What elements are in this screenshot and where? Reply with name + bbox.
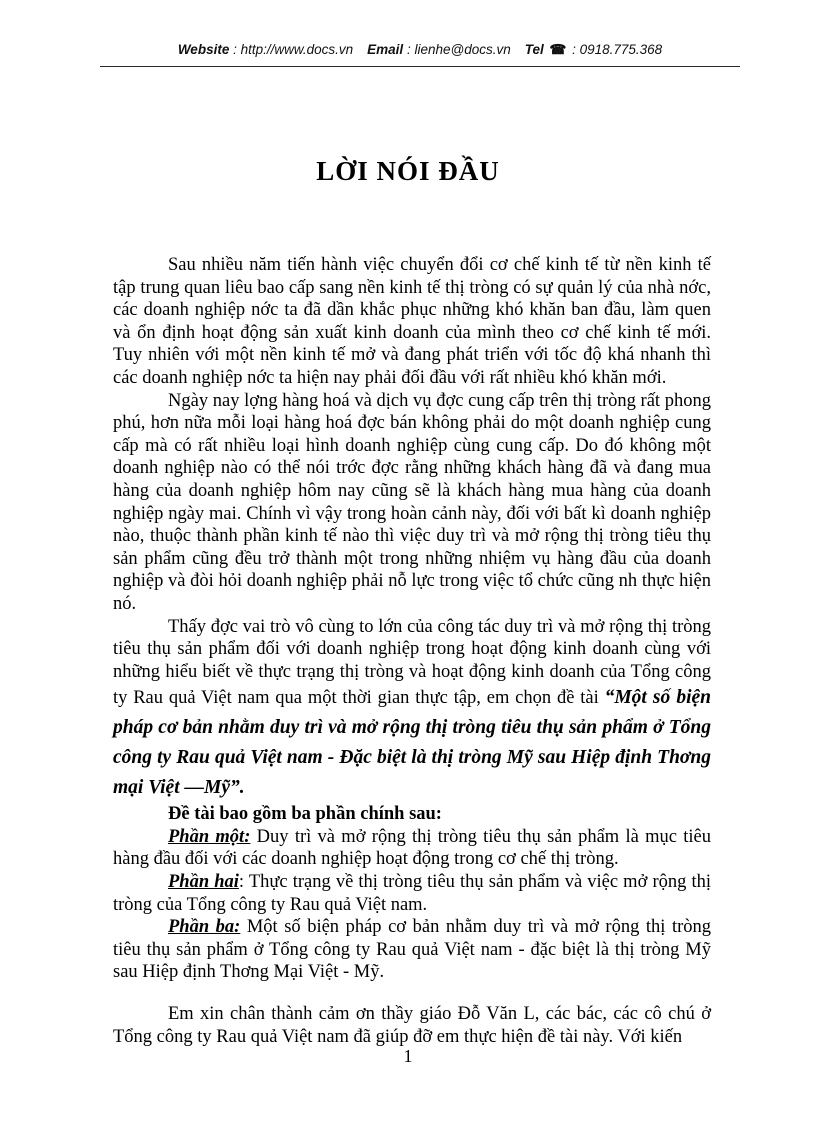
part-one-text: Duy trì và mở rộng thị tròng tiêu thụ sản phẩm là mục tiêu hàng đầu đối với các doanh nghiệp hoạt động trong cơ chế thị tròng. — [113, 826, 711, 870]
paragraph-3 — [113, 616, 711, 804]
page-header — [100, 42, 740, 67]
header-tel-group — [525, 42, 662, 57]
page-number: 1 — [403, 1046, 413, 1066]
tel-value: : 0918.775.368 — [572, 42, 663, 57]
part-three-item — [113, 916, 711, 984]
part-two-text: : Thực trạng về thị tròng tiêu thụ sản phẩm và việc mở rộng thị tròng của Tổng công ty Rau quả Việt nam. — [113, 872, 711, 915]
header-email-group — [367, 42, 511, 57]
phone-icon: ☎ — [549, 42, 567, 57]
website-value: : http://www.docs.vn — [233, 42, 354, 57]
document-body — [113, 254, 711, 1048]
outline-heading: Đề tài bao gồm ba phần chính sau: — [168, 804, 442, 825]
website-label: Website — [177, 42, 230, 57]
part-three-text: Một số biện pháp cơ bản nhằm duy trì và mở rộng thị tròng tiêu thụ sản phẩm ở Tổng công ty Rau quả Việt nam - đặc biệt là thị tròng Mỹ sau Hiệp định Thơng Mại Việt - Mỹ. — [113, 917, 711, 983]
paragraph-3-lead: Thấy đợc vai trò vô cùng to lớn của công tác duy trì và mở rộng thị tròng tiêu thụ sản phẩm đối với doanh nghiệp trong hoạt động kinh doanh cùng với những hiểu biết về thực trạng thị tròng và hoạt động kinh doanh của Tổng công ty Rau quả Việt nam qua một thời gian thực tập, em chọn đề tài — [113, 616, 711, 709]
part-one-item — [113, 826, 711, 871]
part-two-item — [113, 871, 711, 916]
email-label: Email — [367, 42, 404, 57]
email-value: : lienhe@docs.vn — [406, 42, 511, 57]
part-three-label: Phần ba: — [168, 917, 241, 938]
thesis-title-quote: “Một số biện pháp cơ bản nhằm duy trì và mở rộng thị tròng tiêu thụ sản phẩm ở Tổng công ty Rau quả Việt nam - Đặc biệt là thị tròng Mỹ sau Hiệp định Thơng mại Việt —Mỹ”. — [113, 687, 711, 799]
closing-paragraph: Em xin chân thành cảm ơn thầy giáo Đỗ Văn L, các bác, các cô chú ở Tổng công ty Rau quả Việt nam đã giúp đỡ em thực hiện đề tài này. Với kiến — [113, 1004, 711, 1047]
tel-label: Tel — [524, 42, 544, 57]
document-title: LỜI NÓI ĐẦU — [316, 156, 500, 186]
header-website-group — [178, 42, 353, 57]
part-two-label: Phần hai — [168, 872, 239, 893]
part-one-label: Phần một: — [168, 826, 251, 847]
paragraph-1: Sau nhiều năm tiến hành việc chuyển đổi cơ chế kinh tế từ nền kinh tế tập trung quan liêu bao cấp sang nền kinh tế thị tròng có sự quản lý của nhà nớc, các doanh nghiệp nớc ta đã dần khắc phục những khó khăn ban đầu, làm quen và ổn định hoạt động sản xuất kinh doanh của mình theo cơ chế kinh tế mới. Tuy nhiên với một nền kinh tế mở và đang phát triển với tốc độ khá nhanh thì các doanh nghiệp nớc ta hiện nay phải đối đầu với rất nhiều khó khăn mới. — [113, 255, 711, 388]
paragraph-2: Ngày nay lợng hàng hoá và dịch vụ đợc cung cấp trên thị tròng rất phong phú, hơn nữa mỗi loại hàng hoá đợc bán không phải do một doanh nghiệp cung cấp mà có rất nhiều loại hình doanh nghiệp cùng cung cấp. Do đó không một doanh nghiệp nào có thể nói trớc đợc rằng những khách hàng đã và đang mua hàng của doanh nghiệp hôm nay cũng sẽ là khách hàng mua hàng của doanh nghiệp ngày mai. Chính vì vậy trong hoàn cảnh này, đối với bất kì doanh nghiệp nào, thuộc thành phần kinh tế nào thì việc duy trì và mở rộng thị tròng tiêu thụ sản phẩm cũng đều trở thành một trong những nhiệm vụ hàng đầu của doanh nghiệp và đòi hỏi doanh nghiệp phải nỗ lực trong việc tổ chức cũng nh thực hiện nó. — [113, 390, 711, 614]
